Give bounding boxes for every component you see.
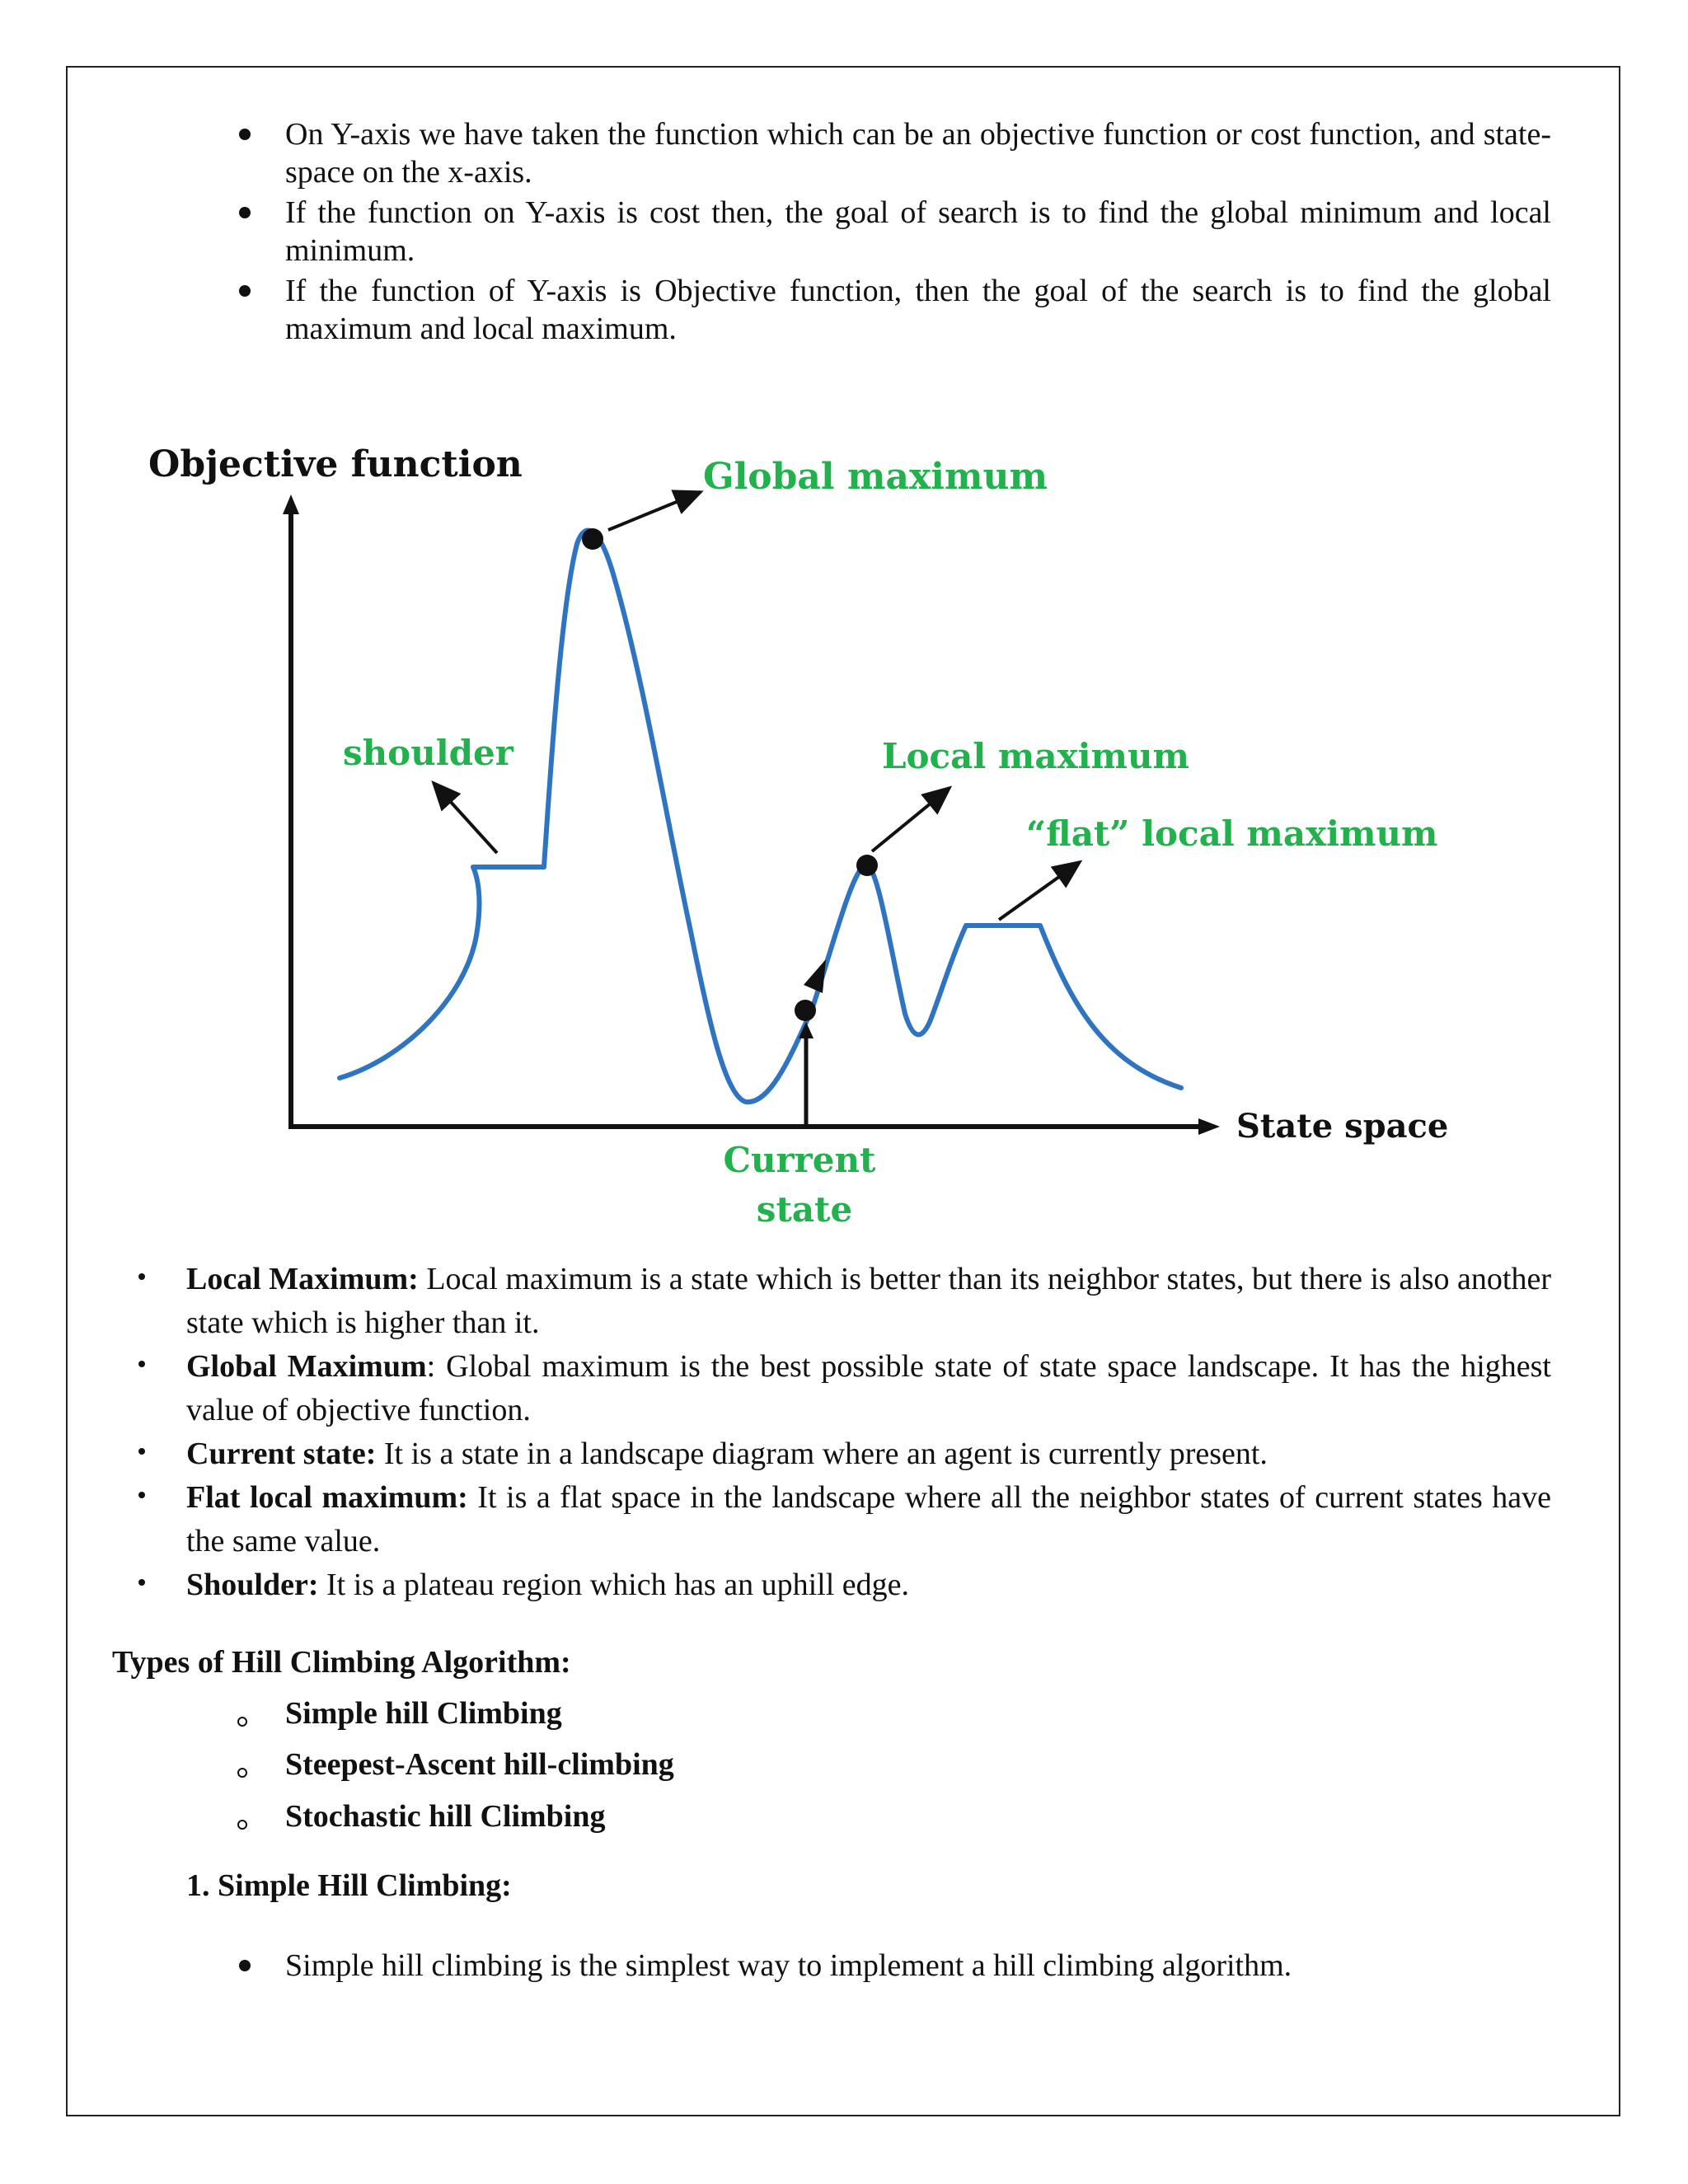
local-maximum-point	[856, 855, 878, 876]
flat-local-maximum-label: “flat” local maximum	[1026, 813, 1438, 854]
bullet-dot	[138, 1579, 145, 1586]
definition-item	[186, 1563, 1551, 1607]
uphill-direction-arrowhead	[804, 959, 826, 993]
shoulder-label: shoulder	[343, 733, 513, 773]
definition-text: Local maximum is a state which is better than its neighbor states, but there is also another state which is higher than it.	[186, 1262, 1552, 1340]
definition-text: It is a flat space in the landscape where all the neighbor states of current states have the same value.	[186, 1480, 1552, 1558]
section-bullet-text: Simple hill climbing is the simplest way to implement a hill climbing algorithm.	[285, 1948, 1292, 1983]
intro-bullet-text: If the function on Y-axis is cost then, the goal of search is to find the global minimum and local minimum.	[285, 195, 1551, 268]
list-marker-circle	[237, 1820, 247, 1830]
definition-text: : Global maximum is the best possible state of state space landscape. It has the highest value of objective function.	[186, 1349, 1551, 1427]
definition-item	[186, 1476, 1551, 1563]
bullet-dot	[138, 1361, 145, 1367]
x-axis-label: State space	[1236, 1107, 1449, 1146]
y-axis-arrowhead	[283, 494, 299, 514]
x-axis-arrowhead	[1198, 1118, 1220, 1135]
definition-term: Current state:	[186, 1436, 377, 1471]
definition-text: It is a plateau region which has an uphill edge.	[326, 1568, 909, 1602]
definition-term: Local Maximum:	[186, 1262, 419, 1296]
definition-item	[186, 1345, 1551, 1432]
current-state-point	[795, 1000, 816, 1021]
type-item: Simple hill Climbing	[285, 1696, 562, 1731]
definition-term: Shoulder:	[186, 1568, 319, 1602]
bullet-dot	[138, 1448, 145, 1455]
definition-term: Global Maximum	[186, 1349, 427, 1384]
type-item: Steepest-Ascent hill-climbing	[285, 1747, 674, 1782]
shoulder-arrow	[434, 783, 497, 853]
global-maximum-point	[582, 528, 603, 550]
definition-term: Flat local maximum:	[186, 1480, 468, 1515]
current-state-label-line1: Current	[723, 1140, 876, 1180]
flat-local-maximum-arrow	[999, 862, 1080, 920]
definition-item	[186, 1258, 1551, 1345]
types-heading: Types of Hill Climbing Algorithm:	[112, 1645, 571, 1680]
intro-bullet-text: If the function of Y-axis is Objective function, then the goal of the search is to find the global maximum and local maximum.	[285, 274, 1551, 346]
list-marker-circle	[237, 1717, 247, 1727]
definition-item	[186, 1432, 1551, 1476]
local-maximum-arrow	[872, 788, 950, 851]
bullet-dot	[239, 1960, 251, 1971]
list-marker-circle	[237, 1768, 247, 1778]
bullet-dot	[138, 1492, 145, 1498]
definition-text: It is a state in a landscape diagram where an agent is currently present.	[383, 1436, 1268, 1471]
section-heading: 1. Simple Hill Climbing:	[186, 1868, 512, 1903]
intro-bullet-text: On Y-axis we have taken the function which can be an objective function or cost function, and state-space on the x-axis.	[285, 117, 1551, 190]
bullet-dot	[138, 1273, 145, 1280]
y-axis-label: Objective function	[148, 443, 523, 485]
global-maximum-label: Global maximum	[703, 456, 1048, 498]
local-maximum-label: Local maximum	[882, 736, 1189, 776]
global-maximum-arrow	[608, 492, 701, 530]
current-state-label-line2: state	[756, 1189, 853, 1230]
type-item: Stochastic hill Climbing	[285, 1799, 606, 1834]
